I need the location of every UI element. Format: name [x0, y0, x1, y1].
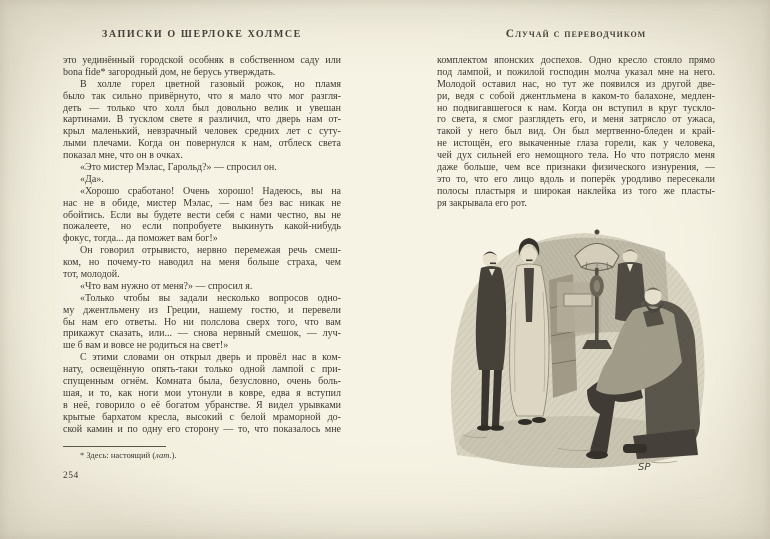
text-line: лыми плечами. Когда он повернулся к нам, отблеск света [63, 138, 341, 150]
text-line: картинами. В тусклом свете я различил, что дверь нам от- [63, 114, 341, 126]
text-line: ри, ведя с собой джентльмена в каком-то балахоне, медлен- [437, 90, 715, 102]
right-running-head: Случай с переводчиком [505, 28, 647, 40]
illustration-signature: SP [638, 461, 651, 473]
text-line: чей дух сильней его немощного тела. Но что потрясло меня [437, 150, 715, 162]
left-page-body [63, 55, 341, 436]
left-running-head: ЗАПИСКИ О ШЕРЛОКЕ ХОЛМСЕ [102, 29, 302, 40]
text-line: показал мне, что он в очках. [63, 150, 183, 162]
text-line: крытые бархатом кресла, высокий с белой мраморной до- [63, 411, 341, 423]
text-line: В холле горел цветной газовый рожок, но пламя [80, 78, 341, 90]
text-line: ком, но почему-то наводил на меня больше страха, чем [63, 257, 341, 269]
text-line: «Да». [80, 173, 104, 185]
text-line: под лампой, и пожилой господин молча указал мне на него. [437, 66, 715, 78]
text-line: комплектом японских доспехов. Одно кресло стояло прямо [437, 55, 715, 66]
footnote-text: * Здесь: настоящий ( [80, 449, 156, 460]
left-page [63, 28, 341, 481]
text-line: нас не в обиде, мистер Мэлас, — нам без вас никак не [63, 197, 341, 209]
text-line: бы нам его ответы. Но ни полслова сверх того, что вам [63, 316, 341, 328]
footnote-suffix: ). [171, 449, 177, 460]
text-line: прикажут сказать, или... — снова нервный смешок, — луч- [63, 328, 341, 340]
text-line: ря закрывала его рот. [437, 197, 527, 209]
text-line: обойтись. Если вы будете вести себя с нами честно, вы не [63, 209, 341, 221]
illustration [437, 222, 715, 475]
text-line: bona fide* загородный дом, не берусь утверждать. [63, 66, 276, 78]
text-line: го света, я смог разглядеть его, и меня затрясло от ужаса, [437, 114, 715, 126]
text-line: Он говорил отрывисто, нервно перемежая речь смеш- [80, 245, 341, 257]
text-line: такой у него был вид. Он был мертвенно-бледен и край- [437, 126, 715, 138]
text-line: «Это мистер Мэлас, Гарольд?» — спросил он. [80, 162, 277, 174]
text-line: но подвигавшегося к нам. Когда он вступил в круг тускло- [437, 102, 715, 114]
right-page [437, 28, 715, 475]
text-line: это уединённый городской особняк в собственном саду или [63, 55, 341, 66]
text-line: «Только чтобы вы задали несколько вопросов одно- [80, 292, 341, 304]
text-line: С этими словами он открыл дверь и провёл нас в ком- [80, 352, 341, 364]
text-line: шая, и то, как ноги мои утонули в ковре, едва я вступил [63, 387, 341, 399]
text-line: фокус, тогда... да поможет вам бог!» [63, 233, 218, 245]
text-line: в неё, говорило о её богатом убранстве. Я видел урывками [63, 399, 341, 411]
text-line: ской камин и по одну его сторону — то, что показалось мне [63, 423, 341, 435]
text-line: не истощён, его выкаченные глаза горели, как у человека, [437, 138, 715, 150]
page-number: 254 [63, 470, 79, 481]
text-line: это то, что его лицо вдоль и поперёк уродливо пересекали [437, 173, 715, 185]
text-line: «Хорошо сработано! Очень хорошо! Надеюсь, вы на [80, 185, 341, 197]
text-line: крыл маленький, невзрачный человек средних лет с суту- [63, 126, 341, 138]
footnote-rule [63, 446, 166, 447]
text-line: тот, молодой. [63, 269, 120, 281]
text-line: деть — только что холл был довольно велик и увешан [63, 102, 341, 114]
text-line: пожалеете, но если попробуете выкинуть какой-нибудь [63, 221, 341, 233]
right-page-body [437, 55, 715, 210]
text-line: даже больше, чем все признаки физического изнурения, — [437, 162, 715, 174]
footnote [63, 450, 341, 460]
text-line: Молодой оставил нас, но тут же появился из другой две- [437, 78, 715, 90]
text-line: было так сильно привёрнуто, что я мало что мог разгля- [63, 90, 341, 102]
text-line: полосы пластыря и широкая наклейка из того же пласты- [437, 185, 715, 197]
text-line: ше б вам и вовсе не родиться на свет!» [63, 340, 229, 352]
footnote-latin-label: лат. [155, 449, 172, 460]
text-line: нату, освещённую опять-таки только одной лампой с при- [63, 364, 341, 376]
text-line: «Что вам нужно от меня?» — спросил я. [80, 280, 253, 292]
text-line: спущенным огнём. Комната была, безусловно, очень боль- [63, 376, 341, 388]
text-line: му джентльмену из Греции, нашему гостю, и перевели [63, 304, 341, 316]
